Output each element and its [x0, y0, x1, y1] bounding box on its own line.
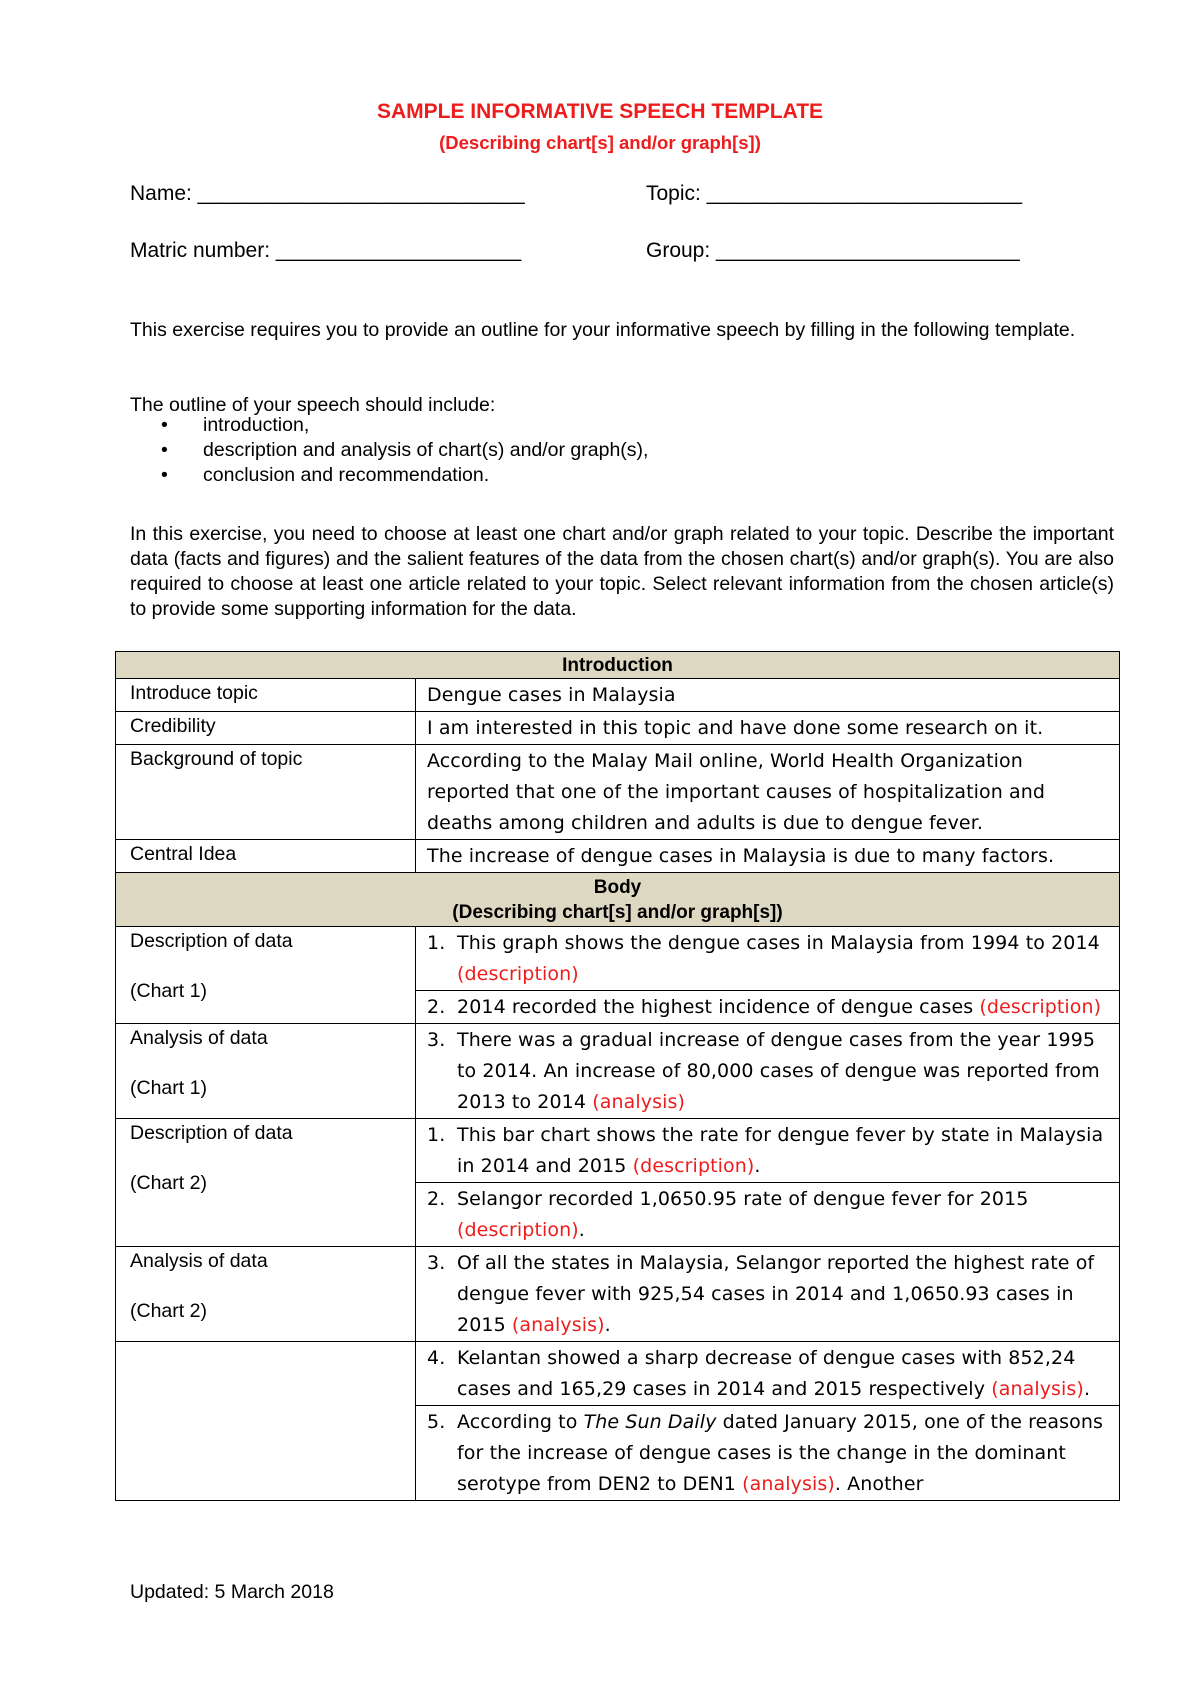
- row-label-empty: [116, 1342, 416, 1501]
- table-row: [116, 1024, 1120, 1119]
- label-text: Description of data: [130, 1122, 293, 1144]
- row-content: [416, 991, 1120, 1024]
- row-label: Credibility: [116, 712, 416, 745]
- list-item: 3. There was a gradual increase of dengue cases from the year 1995 to 2014. An increase of 80,000 cases of dengue was reported from 2013 to 2014 (analysis): [427, 1029, 1100, 1113]
- table-row: [116, 1342, 1120, 1406]
- matric-number-field: Matric number: _____________________: [130, 239, 522, 262]
- document-subtitle: (Describing chart[s] and/or graph[s]): [439, 132, 761, 153]
- list-item: 1. This bar chart shows the rate for dengue fever by state in Malaysia in 2014 and 2015 (description).: [427, 1124, 1104, 1177]
- body-header-row: [116, 873, 1120, 927]
- table-row: [116, 745, 1120, 840]
- list-item: 5. According to The Sun Daily dated January 2015, one of the reasons for the increase of dengue cases is the change in the dominant serotype from DEN2 to DEN1 (analysis). Another: [427, 1411, 1104, 1495]
- row-content: According to the Malay Mail online, World Health Organization reported that one of the important causes of hospitalization and deaths among children and adults is due to dengue fever.: [416, 745, 1120, 840]
- chart-label: (Chart 2): [130, 1172, 207, 1194]
- row-label: Background of topic: [116, 745, 416, 840]
- body-header: [116, 873, 1120, 927]
- row-label: [116, 1119, 416, 1247]
- chart-label: (Chart 1): [130, 1077, 207, 1099]
- row-content: [416, 1183, 1120, 1247]
- bullet-item: • conclusion and recommendation.: [161, 464, 490, 486]
- document-title: SAMPLE INFORMATIVE SPEECH TEMPLATE: [376, 100, 824, 123]
- list-item: 2. 2014 recorded the highest incidence of dengue cases (description): [427, 996, 1102, 1018]
- list-item: 1. This graph shows the dengue cases in Malaysia from 1994 to 2014 (description): [427, 932, 1100, 985]
- body-header-subtitle: (Describing chart[s] and/or graph[s]): [452, 902, 783, 923]
- instructions-paragraph-2: The outline of your speech should include:: [130, 394, 496, 416]
- outline-bullet-list: [161, 413, 648, 488]
- introduction-header: Introduction: [116, 652, 1120, 679]
- label-text: Description of data: [130, 930, 293, 952]
- table-row: [116, 1119, 1120, 1183]
- bullet-item: • description and analysis of chart(s) and/or graph(s),: [161, 439, 649, 461]
- table-row: [116, 712, 1120, 745]
- table-row: [116, 927, 1120, 991]
- row-content: [416, 1024, 1120, 1119]
- row-label: Introduce topic: [116, 679, 416, 712]
- name-field: Name: ____________________________: [130, 182, 525, 205]
- introduction-header-row: [116, 652, 1120, 679]
- updated-date: Updated: 5 March 2018: [130, 1581, 334, 1603]
- row-content: Dengue cases in Malaysia: [416, 679, 1120, 712]
- topic-field: Topic: ___________________________: [646, 182, 1023, 205]
- bullet-item: • introduction,: [161, 414, 310, 436]
- row-content: [416, 1342, 1120, 1406]
- table-row: [116, 840, 1120, 873]
- row-content: [416, 1119, 1120, 1183]
- list-item: 3. Of all the states in Malaysia, Selangor reported the highest rate of dengue fever with 925,54 cases in 2014 and 1,0650.93 cases in 2015 (analysis).: [427, 1252, 1095, 1336]
- row-label: [116, 1024, 416, 1119]
- chart-label: (Chart 1): [130, 980, 207, 1002]
- row-content: I am interested in this topic and have done some research on it.: [416, 712, 1120, 745]
- instructions-paragraph-3: In this exercise, you need to choose at least one chart and/or graph related to your topic. Describe the important data (facts and figures) and the salient features of the data from the chosen chart(s) and/or graph(s). You are also required to choose at least one article related to your topic. Select relevant information from the chosen article(s) to provide some supporting information for the data.: [130, 523, 1114, 620]
- row-content: [416, 927, 1120, 991]
- chart-label: (Chart 2): [130, 1300, 207, 1322]
- list-item: 2. Selangor recorded 1,0650.95 rate of dengue fever for 2015 (description).: [427, 1188, 1029, 1241]
- row-label: [116, 1247, 416, 1342]
- row-label: Central Idea: [116, 840, 416, 873]
- row-label: [116, 927, 416, 1024]
- source-title: The Sun Daily: [583, 1411, 717, 1433]
- list-item: 4. Kelantan showed a sharp decrease of dengue cases with 852,24 cases and 165,29 cases in 2014 and 2015 respectively (analysis).: [427, 1347, 1091, 1400]
- instructions-intro: [130, 318, 1114, 343]
- row-content: The increase of dengue cases in Malaysia is due to many factors.: [416, 840, 1120, 873]
- instructions-paragraph-1: This exercise requires you to provide an outline for your informative speech by filling in the following template.: [130, 319, 1076, 341]
- label-text: Analysis of data: [130, 1250, 268, 1272]
- row-content: [416, 1247, 1120, 1342]
- label-text: Analysis of data: [130, 1027, 268, 1049]
- table-row: [116, 679, 1120, 712]
- body-header-title: Body: [593, 877, 642, 898]
- speech-outline-table: [115, 651, 1120, 1501]
- row-content: [416, 1406, 1120, 1501]
- instructions-detail: [130, 522, 1114, 622]
- group-field: Group: __________________________: [646, 239, 1020, 262]
- table-row: [116, 1247, 1120, 1342]
